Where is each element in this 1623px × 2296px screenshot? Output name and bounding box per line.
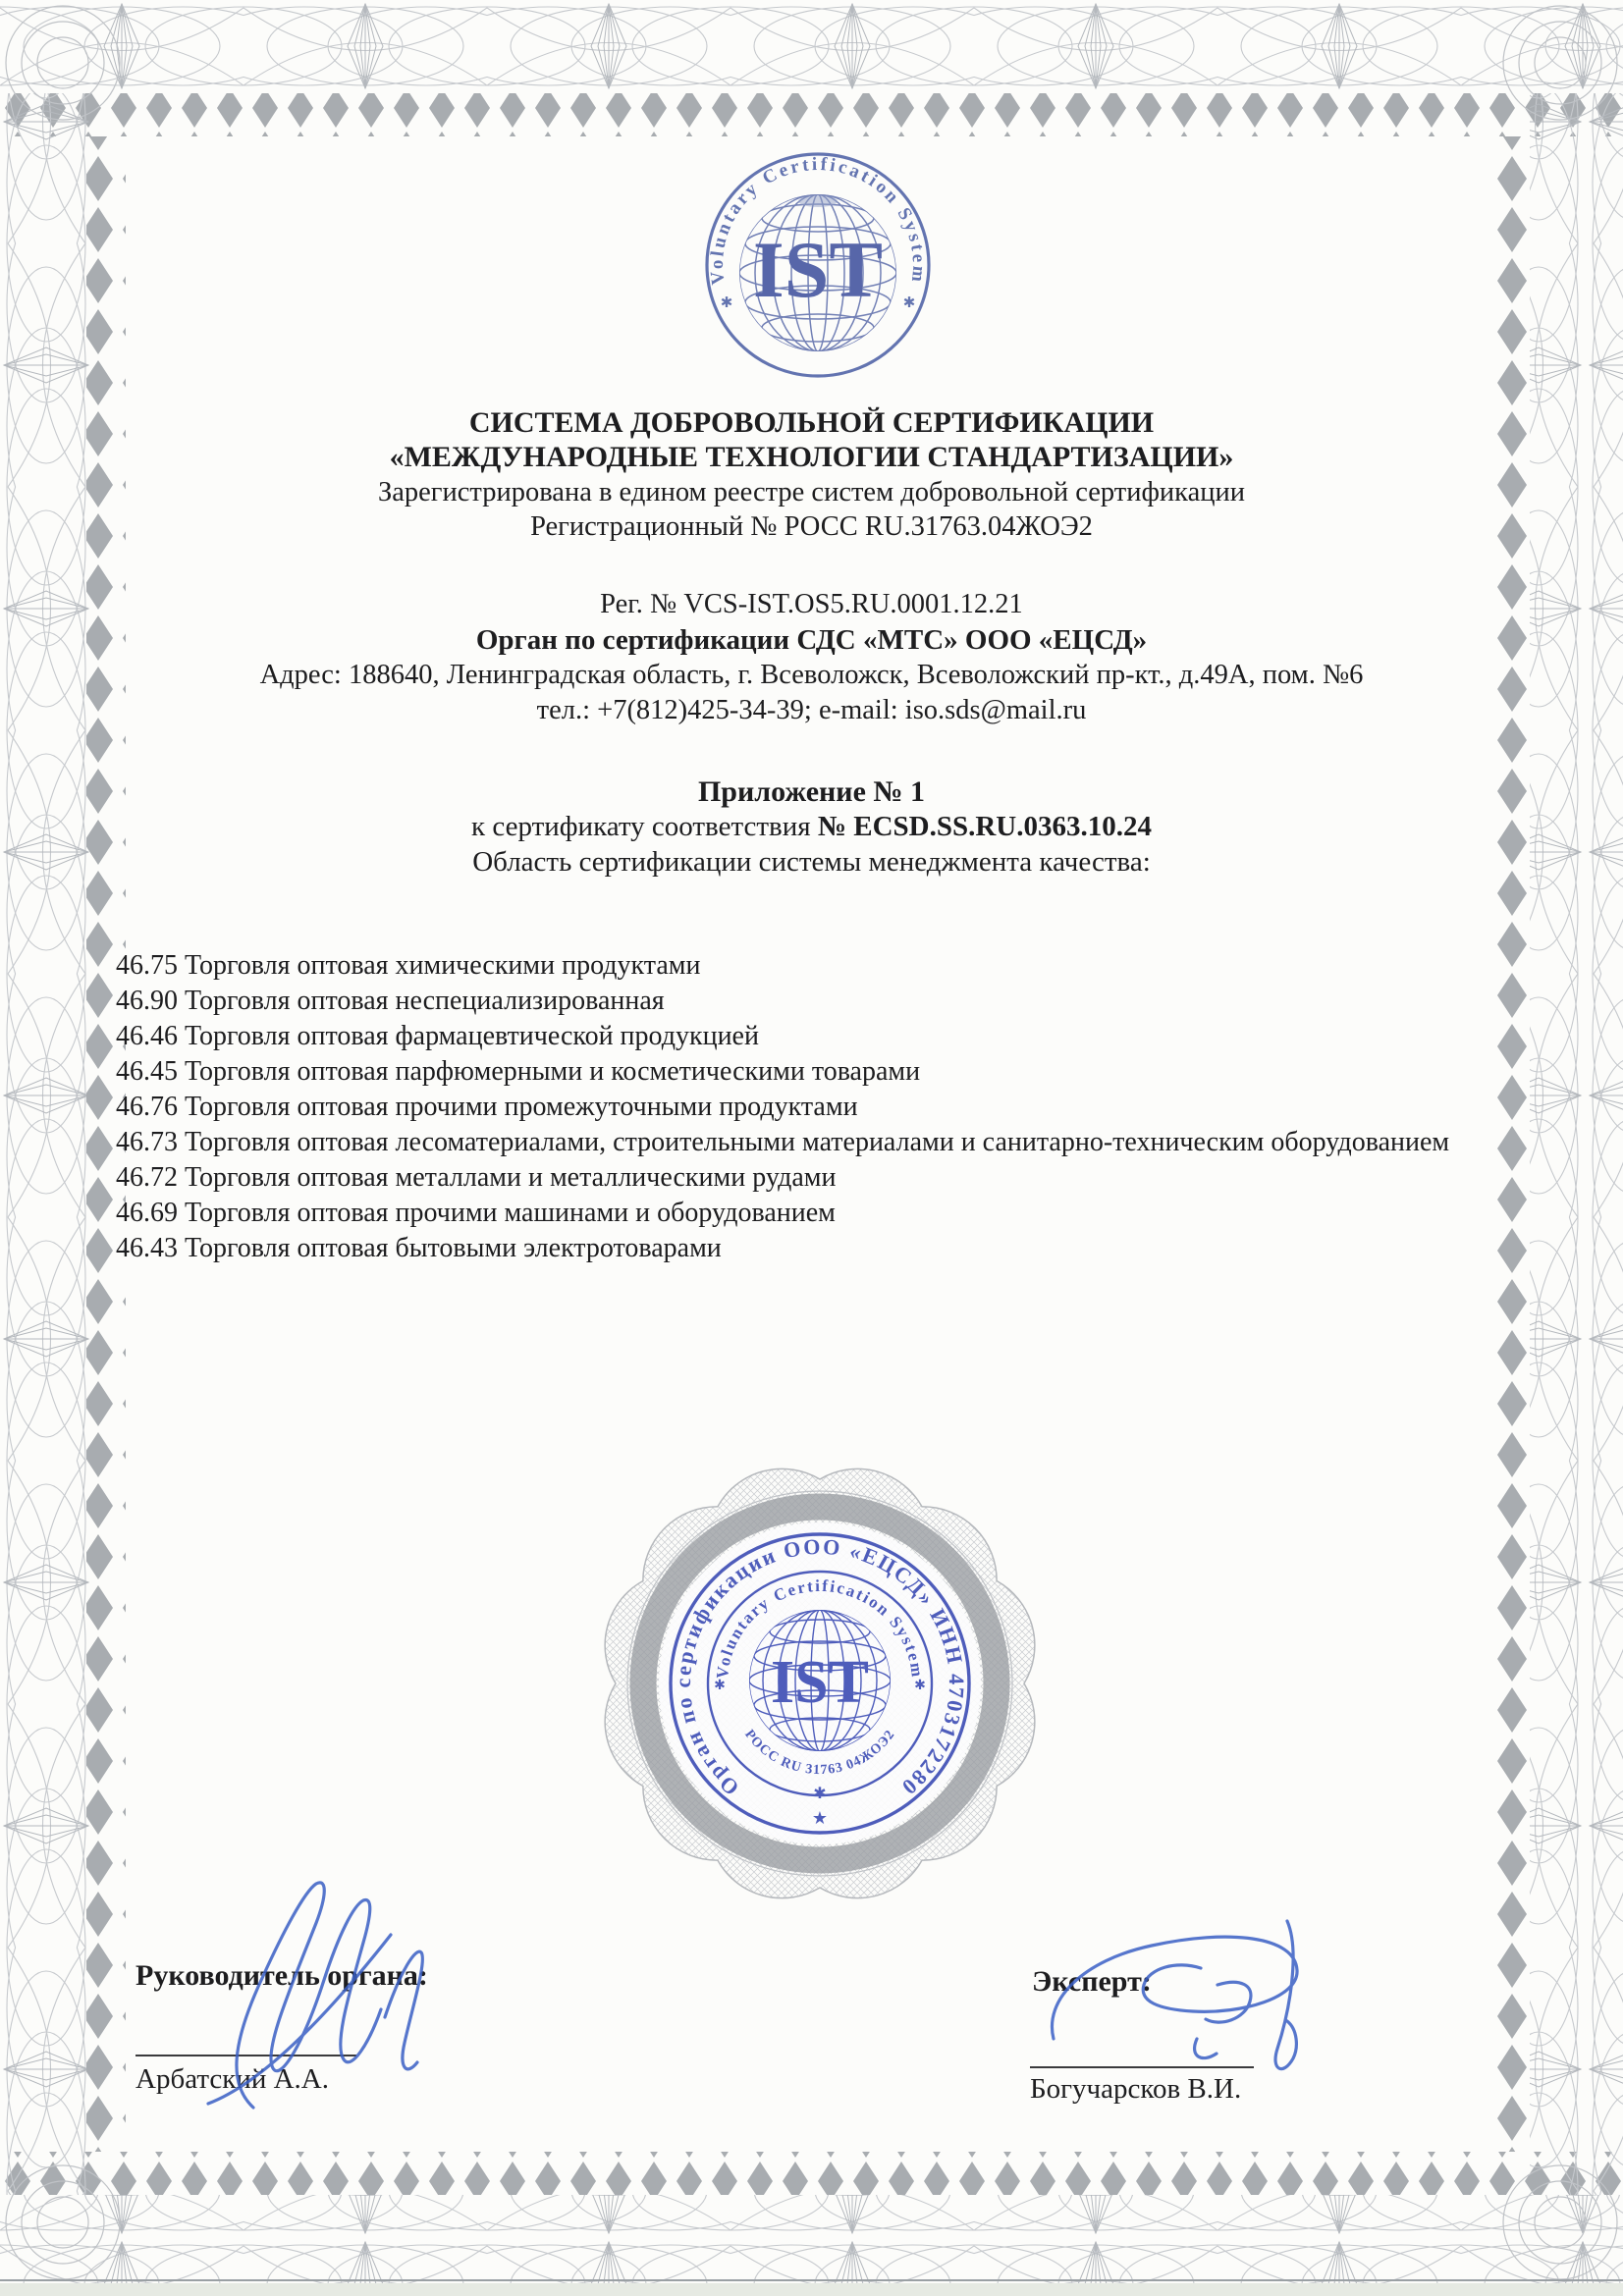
contact-line: тел.: +7(812)425-34-39; e-mail: iso.sds@mail.ru xyxy=(536,695,1087,725)
stamp-center-star-icon: ✱ xyxy=(813,1786,827,1802)
logo-ring-text: Voluntary Certification System xyxy=(706,153,930,287)
border-right-guilloche xyxy=(1530,93,1623,2195)
border-right-diamonds xyxy=(1497,136,1537,2152)
scan-edge-strip xyxy=(0,2283,1623,2296)
logo-left-star-icon: ✱ xyxy=(720,295,733,311)
stamp-left-star-icon: ✱ xyxy=(714,1679,726,1693)
address-line: Адрес: 188640, Ленинградская область, г. Всеволожск, Всеволожский пр-кт., д.49А, пом. №6 xyxy=(259,660,1364,690)
scope-item: 46.45 Торговля оптовая парфюмерными и косметическими товарами xyxy=(116,1056,921,1087)
border-bottom-guilloche xyxy=(0,2195,1623,2287)
stamp-inner-top-text: Voluntary Certification System xyxy=(712,1575,928,1681)
scope-list xyxy=(116,948,1495,1266)
expert-name: Богучарсков В.И. xyxy=(1030,2073,1242,2105)
logo-right-star-icon: ✱ xyxy=(902,295,916,311)
ist-logo xyxy=(700,147,936,383)
cert-system-title-line2: «МЕЖДУНАРОДНЫЕ ТЕХНОЛОГИИ СТАНДАРТИЗАЦИИ» xyxy=(389,441,1234,473)
scope-heading: Область сертификации системы менеджмента качества: xyxy=(472,846,1151,878)
scope-item: 46.76 Торговля оптовая прочими промежуточными продуктами xyxy=(116,1092,858,1122)
annex-certificate-number: № ECSD.SS.RU.0363.10.24 xyxy=(817,811,1152,842)
scope-item: 46.43 Торговля оптовая бытовыми электротоварами xyxy=(116,1233,722,1263)
scope-item: 46.75 Торговля оптовая химическими продуктами xyxy=(116,950,701,981)
stamp-inner-bottom-text: РОСС RU 31763 04ЖОЭ2 xyxy=(741,1727,898,1779)
scan-edge-line xyxy=(0,2279,1623,2281)
border-top-guilloche xyxy=(0,0,1623,93)
scope-item: 46.90 Торговля оптовая неспециализированная xyxy=(116,986,665,1016)
scope-item: 46.73 Торговля оптовая лесоматериалами, строительными материалами и санитарно-техническим оборудованием xyxy=(116,1127,1450,1157)
expert-signature-ink xyxy=(1016,1890,1340,2101)
logo-center-text: IST xyxy=(752,225,884,314)
expert-label: Эксперт: xyxy=(1032,1965,1152,1998)
head-of-body-signature-ink xyxy=(137,1850,452,2125)
scope-item: 46.69 Торговля оптовая прочими машинами и оборудованием xyxy=(116,1198,836,1228)
scope-item: 46.72 Торговля оптовая металлами и металлическими рудами xyxy=(116,1162,837,1193)
registration-number-line: Регистрационный № РОСС RU.31763.04ЖОЭ2 xyxy=(530,511,1093,542)
head-of-body-label: Руководитель органа: xyxy=(135,1959,428,1992)
registered-line: Зарегистрирована в едином реестре систем добровольной сертификации xyxy=(377,477,1245,507)
annex-subtitle-prefix: к сертификату соответствия xyxy=(471,811,818,842)
reg-number-line: Рег. № VCS-IST.OS5.RU.0001.12.21 xyxy=(600,589,1023,619)
stamp-bottom-star-icon: ★ xyxy=(811,1808,829,1828)
certification-seal xyxy=(589,1453,1051,1914)
blue-stamp xyxy=(671,1534,969,1833)
stamp-outer-ring-text: Орган по сертификации ООО «ЕЦСД» ИНН 4703172280 xyxy=(670,1533,970,1801)
scope-item: 46.46 Торговля оптовая фармацевтической продукцией xyxy=(116,1021,759,1051)
border-top-diamonds xyxy=(0,93,1623,136)
border-left-guilloche xyxy=(0,93,93,2195)
border-bottom-diamonds xyxy=(0,2152,1623,2195)
head-of-body-name: Арбатский А.А. xyxy=(135,2063,329,2095)
annex-title: Приложение № 1 xyxy=(697,775,926,808)
cert-system-title-line1: СИСТЕМА ДОБРОВОЛЬНОЙ СЕРТИФИКАЦИИ xyxy=(468,406,1155,439)
stamp-right-star-icon: ✱ xyxy=(914,1679,926,1693)
annex-subtitle xyxy=(137,811,1486,843)
certification-body-line: Орган по сертификации СДС «МТС» ООО «ЕЦСД» xyxy=(475,624,1148,656)
stamp-center-text: IST xyxy=(771,1649,869,1716)
